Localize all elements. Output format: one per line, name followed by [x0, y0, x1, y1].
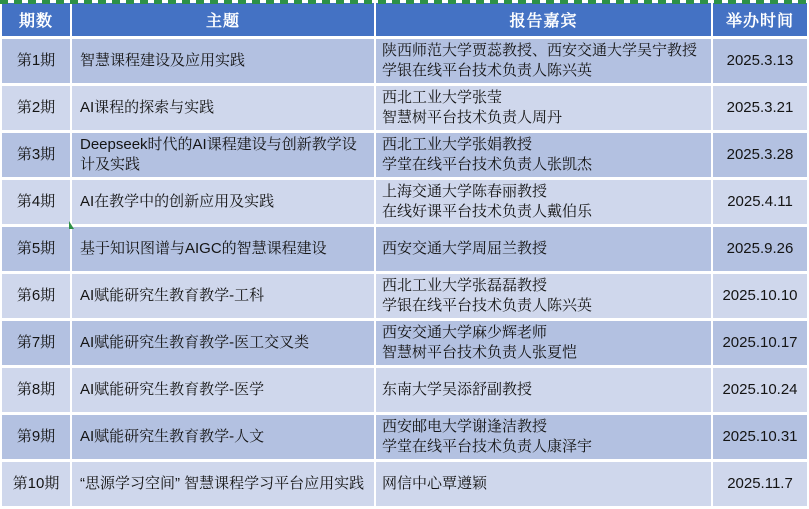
table-row [2, 415, 807, 459]
guest-line: 东南大学吴添舒副教授 [382, 381, 533, 398]
guest-line: 西北工业大学张莹 [382, 89, 503, 106]
guest-line: 西北工业大学张娟教授 [382, 136, 533, 153]
guests-cell [376, 227, 711, 271]
table-row [2, 368, 807, 412]
col-header-period: 期数 [2, 3, 70, 36]
period-cell: 第6期 [2, 274, 70, 318]
col-header-date: 举办时间 [713, 3, 807, 36]
guests-cell [376, 415, 711, 459]
table-row [2, 462, 807, 506]
topic-cell: AI赋能研究生教育教学-医工交叉类 [72, 321, 374, 365]
table-row [2, 227, 807, 271]
period-cell: 第10期 [2, 462, 70, 506]
topic-cell: AI在教学中的创新应用及实践 [72, 180, 374, 224]
topic-cell: AI赋能研究生教育教学-医学 [72, 368, 374, 412]
table-top-dashed-border [0, 0, 809, 4]
table-row [2, 321, 807, 365]
period-cell: 第3期 [2, 133, 70, 177]
date-cell: 2025.11.7 [713, 462, 807, 506]
guests-cell [376, 368, 711, 412]
period-cell: 第8期 [2, 368, 70, 412]
topic-cell: AI赋能研究生教育教学-人文 [72, 415, 374, 459]
period-cell: 第2期 [2, 86, 70, 130]
guest-line: 西安交通大学麻少辉老师 [382, 324, 548, 341]
guest-line: 西安邮电大学谢逢洁教授 [382, 418, 548, 435]
topic-cell: “思源学习空间” 智慧课程学习平台应用实践 [72, 462, 374, 506]
date-cell: 2025.10.24 [713, 368, 807, 412]
date-cell: 2025.9.26 [713, 227, 807, 271]
header-row [2, 3, 807, 36]
guest-line: 西安交通大学周屈兰教授 [382, 240, 548, 257]
period-cell: 第4期 [2, 180, 70, 224]
guests-cell [376, 274, 711, 318]
date-cell: 2025.10.17 [713, 321, 807, 365]
date-cell: 2025.3.21 [713, 86, 807, 130]
guest-line: 学银在线平台技术负责人陈兴英 [382, 297, 593, 314]
guest-line: 学堂在线平台技术负责人张凯杰 [382, 156, 593, 173]
date-cell: 2025.10.10 [713, 274, 807, 318]
guest-line: 陕西师范大学贾蕊教授、西安交通大学吴宁教授 [382, 42, 698, 59]
guests-cell [376, 180, 711, 224]
guest-line: 网信中心覃遵颖 [382, 475, 488, 492]
date-cell: 2025.10.31 [713, 415, 807, 459]
guest-line: 上海交通大学陈春丽教授 [382, 183, 548, 200]
guests-cell [376, 86, 711, 130]
guest-line: 智慧树平台技术负责人周丹 [382, 109, 563, 126]
guest-line: 西北工业大学张磊磊教授 [382, 277, 548, 294]
period-cell: 第1期 [2, 39, 70, 83]
table-row [2, 133, 807, 177]
table-row [2, 180, 807, 224]
guest-line: 学银在线平台技术负责人陈兴英 [382, 62, 593, 79]
date-cell: 2025.4.11 [713, 180, 807, 224]
period-cell: 第9期 [2, 415, 70, 459]
date-cell: 2025.3.13 [713, 39, 807, 83]
table-row [2, 39, 807, 83]
period-cell: 第5期 [2, 227, 70, 271]
guests-cell [376, 462, 711, 506]
table-row [2, 86, 807, 130]
topic-cell: AI赋能研究生教育教学-工科 [72, 274, 374, 318]
topic-cell: 基于知识图谱与AIGC的智慧课程建设 [72, 227, 374, 271]
col-header-topic: 主题 [72, 3, 374, 36]
topic-cell: Deepseek时代的AI课程建设与创新教学设计及实践 [72, 133, 374, 177]
topic-cell: AI课程的探索与实践 [72, 86, 374, 130]
date-cell: 2025.3.28 [713, 133, 807, 177]
guests-cell [376, 133, 711, 177]
guest-line: 在线好课平台技术负责人戴伯乐 [382, 203, 593, 220]
period-cell: 第7期 [2, 321, 70, 365]
topic-cell: 智慧课程建设及应用实践 [72, 39, 374, 83]
table-row [2, 274, 807, 318]
col-header-guests: 报告嘉宾 [376, 3, 711, 36]
guests-cell [376, 321, 711, 365]
guest-line: 学堂在线平台技术负责人康泽宇 [382, 438, 593, 455]
guests-cell [376, 39, 711, 83]
guest-line: 智慧树平台技术负责人张夏恺 [382, 344, 578, 361]
